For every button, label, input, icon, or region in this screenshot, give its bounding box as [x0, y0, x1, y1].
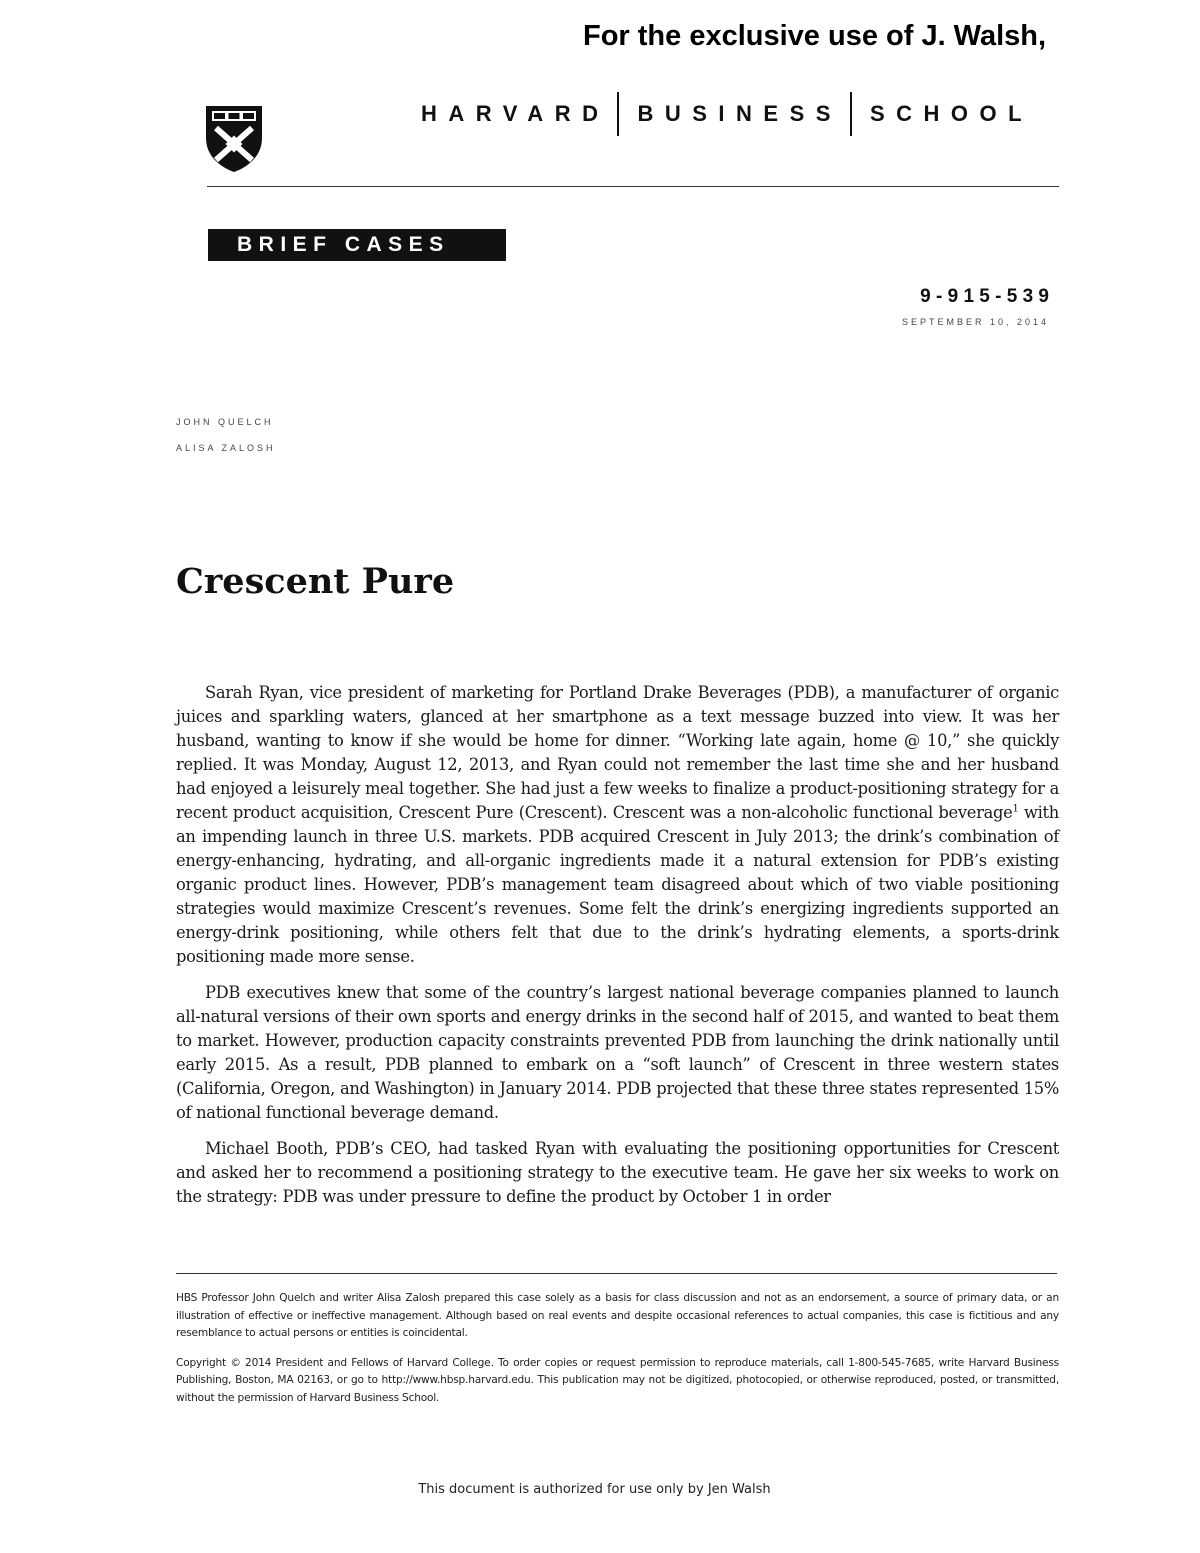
wordmark-business: BUSINESS	[637, 101, 842, 126]
brief-cases-label: BRIEF CASES	[208, 229, 506, 261]
wordmark-separator	[617, 92, 619, 136]
footnote-rule	[176, 1273, 1057, 1274]
harvard-business-school-wordmark	[421, 92, 1061, 136]
case-number: 9 - 9 1 5 - 5 3 9	[920, 286, 1049, 307]
author-name: ALISA ZALOSH	[176, 443, 276, 453]
author-name: JOHN QUELCH	[176, 417, 274, 427]
authorship-note: HBS Professor John Quelch and writer Alisa Zalosh prepared this case solely as a basis for class discussion and not as an endorsement, a source of primary data, or an illustration of effective or ineffective management. Although based on real events and despite occasional references to actual companies, this case is fictitious and any resemblance to actual persons or entities is coincidental.	[176, 1292, 1059, 1339]
exclusive-use-watermark: For the exclusive use of J. Walsh,	[583, 20, 1047, 52]
wordmark-school: SCHOOL	[869, 101, 1034, 126]
paragraph-1-continued: with an impending launch in three U.S. markets. PDB acquired Crescent in July 2013; the drink’s combination of energy-enhancing, hydrating, and all-organic ingredients made it a natural extension for PDB’s existing organic product lines. However, PDB’s management team disagreed about which of two viable positioning strategies would maximize Crescent’s revenues. Some felt the drink’s energizing ingredients supported an energy-drink positioning, while others felt that due to the drink’s hydrating elements, a sports-drink positioning made more sense.	[176, 803, 1059, 966]
wordmark-harvard: HARVARD	[421, 101, 610, 126]
paragraph-1-text: Sarah Ryan, vice president of marketing for Portland Drake Beverages (PDB), a manufacturer of organic juices and sparkling waters, glanced at her smartphone as a text message buzzed into view. It was her husband, wanting to know if she would be home for dinner. “Working late again, home @ 10,” she quickly replied. It was Monday, August 12, 2013, and Ryan could not remember the last time she and her husband had enjoyed a leisurely meal together. She had just a few weeks to finalize a product-positioning strategy for a recent product acquisition, Crescent Pure (Crescent). Crescent was a non-alcoholic functional beverage	[176, 683, 1059, 822]
body-paragraph	[176, 681, 1059, 969]
copyright-notice: Copyright © 2014 President and Fellows of Harvard College. To order copies or request permission to reproduce materials, call 1-800-545-7685, write Harvard Business Publishing, Boston, MA 02163, or go to http://www.hbsp.harvard.edu. This publication may not be digitized, photocopied, or otherwise reproduced, posted, or transmitted, without the permission of Harvard Business School.	[176, 1356, 1059, 1404]
authorized-use-notice: This document is authorized for use only by Jen Walsh	[418, 1482, 771, 1497]
footnotes	[176, 1290, 1059, 1419]
harvard-shield-logo	[204, 104, 264, 174]
wordmark-separator	[850, 92, 852, 136]
body-paragraph: Michael Booth, PDB’s CEO, had tasked Ryan with evaluating the positioning opportunities for Crescent and asked her to recommend a positioning strategy to the executive team. He gave her six weeks to work on the strategy: PDB was under pressure to define the product by October 1 in order	[176, 1139, 1059, 1206]
footnote-marker: 1	[1012, 803, 1019, 815]
body-paragraph: PDB executives knew that some of the country’s largest national beverage companies planned to launch all-natural versions of their own sports and energy drinks in the second half of 2015, and wanted to beat them to market. However, production capacity constraints prevented PDB from launching the drink nationally until early 2015. As a result, PDB planned to embark on a “soft launch” of Crescent in three western states (California, Oregon, and Washington) in January 2014. PDB projected that these three states represented 15% of national functional beverage demand.	[176, 983, 1059, 1122]
case-title: Crescent Pure	[176, 561, 455, 602]
case-date: SEPTEMBER 10, 2014	[901, 317, 1049, 327]
header-rule	[207, 186, 1059, 187]
case-body	[176, 681, 1059, 1221]
